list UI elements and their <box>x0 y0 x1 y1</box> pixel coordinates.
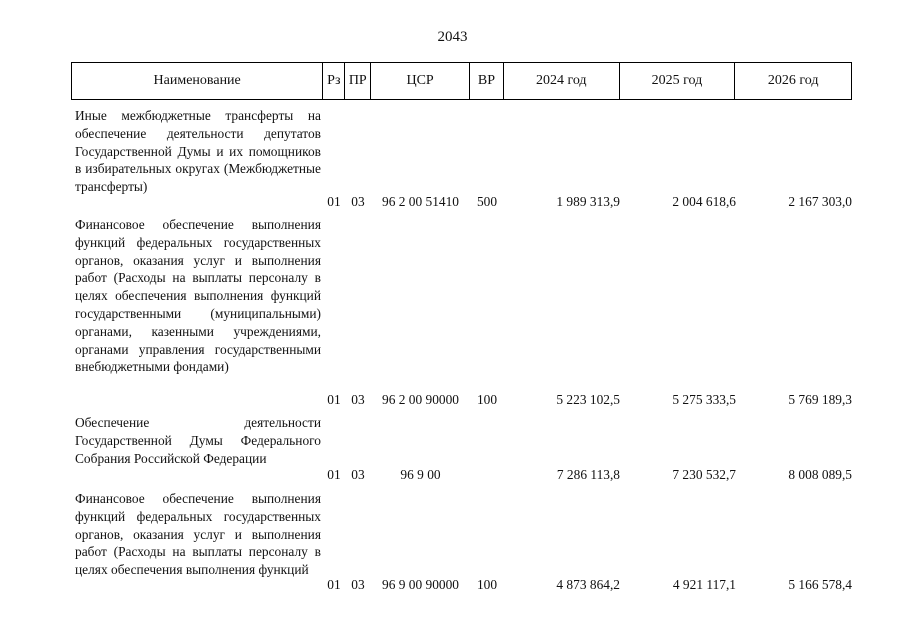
row-vr: 500 <box>476 194 498 210</box>
row-name: Финансовое обеспечение выполнения функций федеральных государственных органов, оказания услуг и выполнения работ (Расходы на выплаты персоналу в целях обеспечения выполнения функций <box>75 491 321 578</box>
row-csr: 96 9 00 <box>400 467 441 483</box>
header-2025: 2025 год <box>620 63 736 99</box>
row-rz: 01 <box>327 392 341 408</box>
row-pr: 03 <box>351 577 365 593</box>
row-csr: 96 2 00 90000 <box>382 392 459 408</box>
row-2024: 5 223 102,5 <box>556 392 620 408</box>
header-name: Наименование <box>72 63 323 99</box>
row-name: Обеспечение деятельности Государственной Думы Федерального Собрания Российской Федерации <box>75 415 321 466</box>
row-rz: 01 <box>327 577 341 593</box>
header-rz: Рз <box>323 63 345 99</box>
row-2026: 2 167 303,0 <box>788 194 852 210</box>
row-2026: 5 166 578,4 <box>788 577 852 593</box>
row-2024: 1 989 313,9 <box>556 194 620 210</box>
row-rz: 01 <box>327 194 341 210</box>
table-header <box>71 62 852 100</box>
row-2024: 4 873 864,2 <box>556 577 620 593</box>
row-csr: 96 9 00 90000 <box>382 577 459 593</box>
row-2026: 5 769 189,3 <box>788 392 852 408</box>
row-rz: 01 <box>327 467 341 483</box>
row-pr: 03 <box>351 194 365 210</box>
header-vr: ВР <box>470 63 504 99</box>
row-vr: 100 <box>476 392 498 408</box>
row-2025: 4 921 117,1 <box>672 577 736 593</box>
row-name: Финансовое обеспечение выполнения функций федеральных государственных органов, оказания услуг и выполнения работ (Расходы на выплаты персоналу в целях обеспечения выполнения функций государственными (муниципальными) органами, казенными учреждениями, органами управления государственными внебюджетными фондами) <box>75 217 321 375</box>
row-2025: 5 275 333,5 <box>672 392 736 408</box>
header-2024: 2024 год <box>504 63 620 99</box>
page-number: 2043 <box>437 29 468 45</box>
table-row <box>71 414 852 484</box>
row-pr: 03 <box>351 392 365 408</box>
header-csr: ЦСР <box>371 63 470 99</box>
row-2025: 2 004 618,6 <box>672 194 736 210</box>
header-pr: ПР <box>345 63 371 99</box>
row-name: Иные межбюджетные трансферты на обеспечение деятельности депутатов Государственной Думы и их помощников в избирательных округах (Межбюджетные трансферты) <box>75 108 321 195</box>
row-2026: 8 008 089,5 <box>788 467 852 483</box>
row-pr: 03 <box>351 467 365 483</box>
table-row <box>71 216 852 409</box>
header-2026: 2026 год <box>767 73 819 88</box>
table-row <box>71 107 852 211</box>
row-2024: 7 286 113,8 <box>556 467 620 483</box>
row-vr: 100 <box>476 577 498 593</box>
row-csr: 96 2 00 51410 <box>382 194 459 210</box>
table-row <box>71 490 852 594</box>
row-2025: 7 230 532,7 <box>672 467 736 483</box>
